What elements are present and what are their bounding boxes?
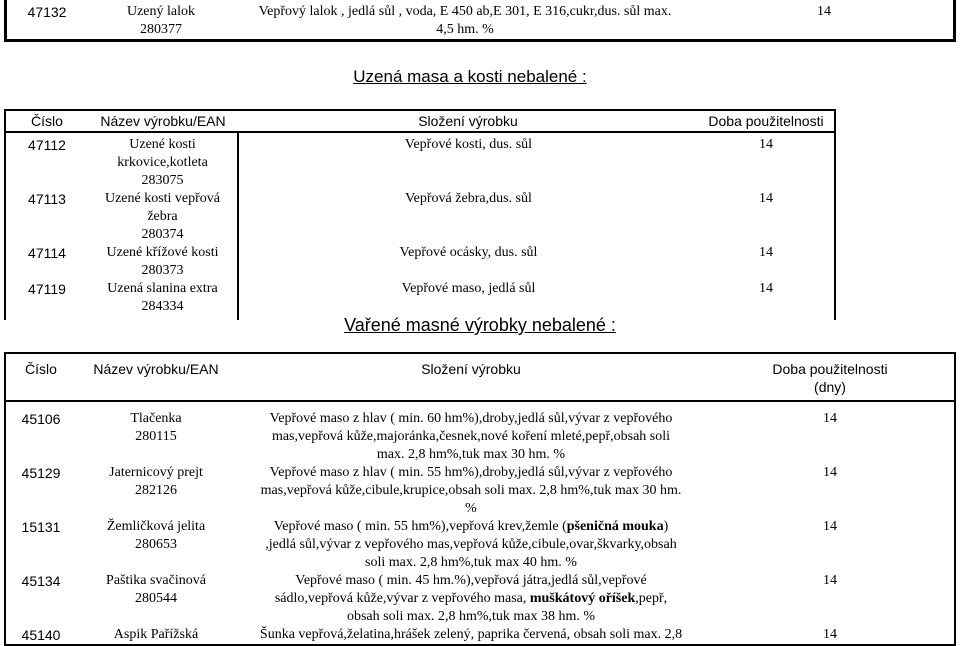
product-number: 47114 (28, 245, 66, 261)
composition-line: soli max. 2,8 hm%,tuk max 40 hm. % (365, 555, 577, 570)
composition-line (236, 590, 706, 608)
product-number: 47112 (28, 137, 66, 153)
table-row (5, 190, 835, 244)
header-cislo: Číslo (5, 110, 88, 132)
product-name: krkovice,kotleta (117, 155, 208, 170)
product-name-cell (88, 280, 238, 320)
shelf-life: 14 (759, 245, 773, 260)
table-row (5, 280, 835, 320)
header-slozeni: Složení výrobku (236, 353, 706, 401)
product-name: Paštika svačinová (106, 573, 206, 588)
header-doba: Doba použitelnosti (772, 361, 888, 377)
table-header-row (5, 353, 955, 401)
header-nazev: Název výrobku/EAN (76, 353, 236, 401)
table-row (6, 0, 955, 41)
product-name-cell (88, 190, 238, 244)
shelf-life: 14 (759, 281, 773, 296)
header-doba: Doba použitelnosti (698, 110, 835, 132)
shelf-life: 14 (759, 137, 773, 152)
product-ean: 283075 (141, 173, 184, 188)
product-name: Jaternicový prejt (109, 465, 203, 480)
composition-line: ,jedlá sůl,vývar z vepřového mas,vepřová kůže,cibule,ovar,škvarky,obsah (265, 537, 677, 552)
table-row (5, 244, 835, 280)
product-name-cell (88, 132, 238, 190)
product-ean: 280653 (135, 537, 177, 552)
composition-line: mas,vepřová kůže,cibule,krupice,obsah soli max. 2,8 hm%,tuk max 30 hm. (260, 483, 682, 498)
table-row (5, 410, 955, 464)
table-row (5, 518, 955, 572)
composition-cell (236, 572, 706, 626)
composition-text: ,pepř, (635, 591, 668, 606)
product-ean: 284334 (141, 299, 184, 314)
product-name-cell (87, 0, 235, 41)
shelf-life: 14 (823, 465, 837, 480)
product-number: 47119 (28, 281, 66, 297)
shelf-life: 14 (823, 573, 837, 588)
product-ean: 282126 (135, 483, 177, 498)
header-doba-cell (706, 353, 955, 401)
product-name-cell (88, 244, 238, 280)
header-doba-unit: (dny) (814, 379, 846, 395)
product-number: 45106 (21, 411, 61, 427)
shelf-life: 14 (817, 4, 831, 19)
table-header-row (5, 110, 835, 132)
composition: Vepřové kosti, dus. sůl (238, 132, 698, 190)
product-number: 15131 (21, 519, 61, 535)
table-row (5, 132, 835, 190)
shelf-life: 14 (823, 627, 837, 642)
composition: Vepřové ocásky, dus. sůl (238, 244, 698, 280)
composition: Vepřová žebra,dus. sůl (238, 190, 698, 244)
product-name: Tlačenka (130, 411, 182, 426)
product-name: Uzené křížové kosti (106, 245, 219, 260)
product-name: Aspik Pařížská (113, 627, 199, 642)
composition-line: mas,vepřová kůže,majoránka,česnek,nové koření mleté,pepř,obsah soli (271, 429, 671, 444)
product-ean: 280544 (135, 591, 177, 606)
product-name: Žemličková jelita (106, 519, 206, 534)
composition-line: max. 2,8 hm%,tuk max 30 hm. % (376, 447, 566, 462)
composition-cell (236, 464, 706, 518)
composition: Vepřové maso, jedlá sůl (238, 280, 698, 320)
composition-cell (236, 518, 706, 572)
composition-line: Vepřové maso z hlav ( min. 55 hm%),droby,jedlá sůl,vývar z vepřového (269, 465, 673, 480)
section-title: Uzená masa a kosti nebalené : (353, 67, 587, 86)
table-row (5, 464, 955, 518)
shelf-life: 14 (823, 411, 837, 426)
composition-text: sádlo,vepřová kůže,vývar z vepřového masa, (274, 591, 530, 606)
smoked-meats-table (4, 109, 836, 320)
product-name-cell (76, 518, 236, 572)
product-ean: 280373 (141, 263, 184, 278)
product-name: Uzené kosti (129, 137, 196, 152)
shelf-life: 14 (759, 191, 773, 206)
product-number: 47113 (28, 191, 66, 207)
composition-line: obsah soli max. 2,8 hm%,tuk max 38 hm. % (346, 609, 596, 624)
product-ean: 280377 (140, 22, 182, 37)
header-nazev: Název výrobku/EAN (88, 110, 238, 132)
product-name: Uzený lalok (126, 4, 196, 19)
product-name: žebra (147, 209, 178, 224)
product-name-cell (76, 572, 236, 626)
header-slozeni: Složení výrobku (238, 110, 698, 132)
product-ean: 280115 (135, 429, 177, 444)
composition-line: Vepřové maso ( min. 45 hm.%),vepřová játra,jedlá sůl,vepřové (295, 573, 647, 588)
product-name: Uzená slanina extra (107, 281, 218, 296)
composition-line: Vepřový lalok , jedlá sůl , voda, E 450 ab,E 301, E 316,cukr,dus. sůl max. (258, 4, 672, 19)
cooked-products-table (4, 352, 956, 646)
product-name: Uzené kosti vepřová (104, 191, 221, 206)
product-number: 45140 (21, 627, 61, 643)
section-title: Vařené masné výrobky nebalené : (344, 315, 616, 335)
table-row (5, 572, 955, 626)
product-name-cell (76, 410, 236, 464)
header-cislo: Číslo (5, 353, 76, 401)
composition-line: % (465, 501, 477, 516)
product-number: 47132 (27, 4, 67, 20)
composition-line (236, 518, 706, 536)
product-number: 45134 (21, 573, 61, 589)
composition-text: Vepřové maso ( min. 55 hm%),vepřová krev,žemle ( (273, 519, 567, 534)
product-number: 45129 (21, 465, 61, 481)
top-row-table (4, 0, 956, 42)
composition-cell (236, 410, 706, 464)
composition-line: Vepřové maso z hlav ( min. 60 hm%),droby,jedlá sůl,vývar z vepřového (269, 411, 673, 426)
product-ean: 280374 (141, 227, 184, 242)
composition-line: 4,5 hm. % (436, 22, 494, 37)
composition-cell (235, 0, 695, 41)
allergen-text: muškátový oříšek (529, 591, 636, 606)
allergen-text: pšeničná mouka (566, 519, 664, 534)
shelf-life: 14 (823, 519, 837, 534)
composition-text: ) (663, 519, 669, 534)
product-name-cell (76, 464, 236, 518)
composition-line: Šunka vepřová,želatina,hrášek zelený, paprika červená, obsah soli max. 2,8 (259, 627, 683, 642)
